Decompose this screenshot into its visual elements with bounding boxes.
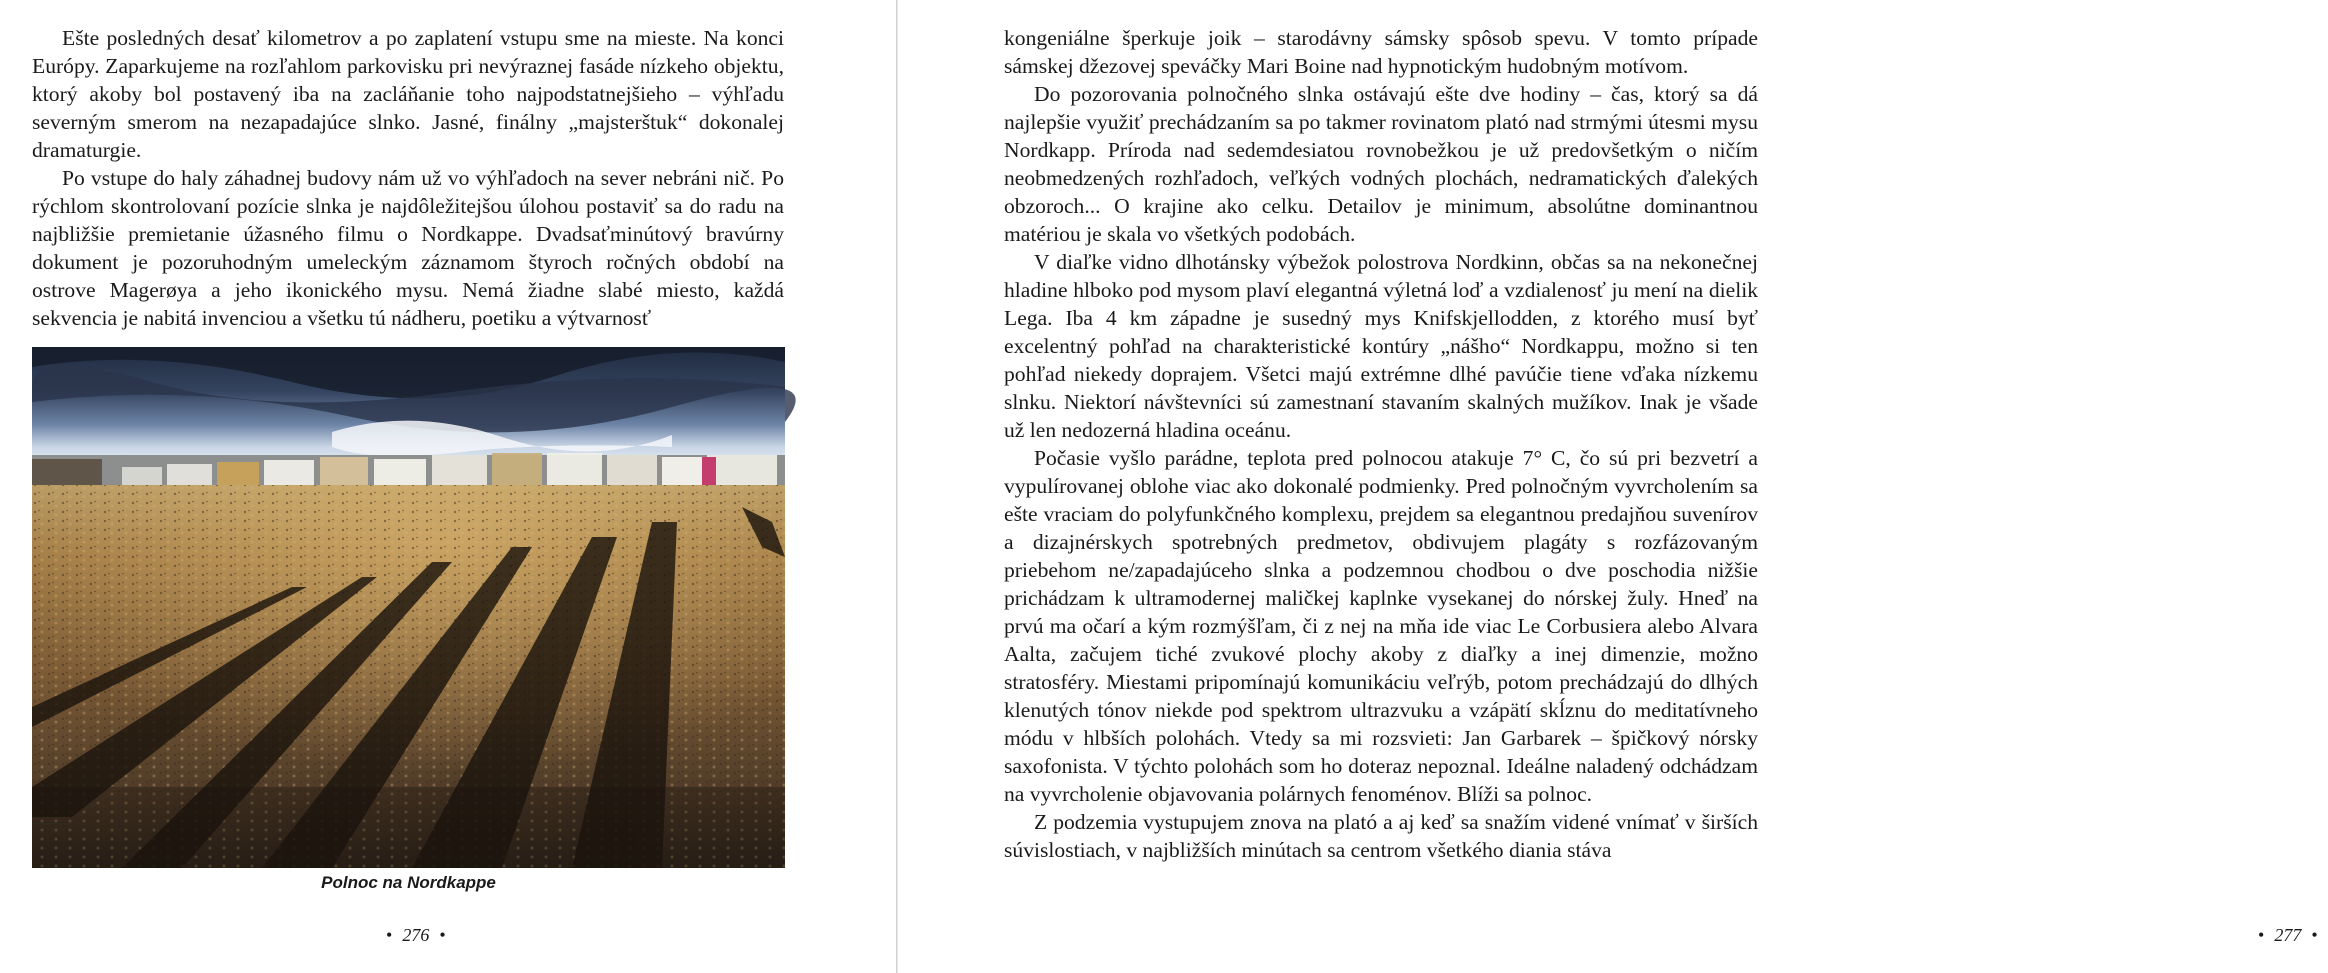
page-number-left-value: 276	[402, 925, 430, 945]
left-paragraph-2: Po vstupe do haly záhadnej budovy nám už vo výhľadoch na sever nebráni nič. Po rýchlom skontrolovaní pozície slnka je najdôležitejšou úlohou postaviť sa do radu na najbližšie premietanie úžasného filmu o Nordkappe. Dvadsaťminútový bravúrny dokument je pozoruhodným umeleckým záznamom štyroch ročných období na ostrove Magerøya a jeho ikonického mysu. Nemá žiadne slabé miesto, každá sekvencia je nabitá invenciou a všetku tú nádheru, poetiku a výtvarnosť	[32, 166, 784, 330]
folio-bullet-left-1: •	[386, 925, 393, 945]
folio-bullet-right-2: •	[2311, 925, 2318, 945]
left-page-body	[32, 24, 784, 332]
photo-figure	[32, 347, 785, 868]
right-page	[900, 0, 2318, 973]
folio-bullet-right-1: •	[2258, 925, 2265, 945]
right-paragraph-1: kongeniálne šperkuje joik – starodávny sámsky spôsob spevu. V tomto prípade sámskej džezovej speváčky Mari Boine nad hypnotickým hudobným motívom.	[1004, 26, 1758, 78]
right-paragraph-2: Do pozorovania polnočného slnka ostávajú ešte dve hodiny – čas, ktorý sa dá najlepšie využiť prechádzaním sa po takmer rovinatom plató nad strmými útesmi mysu Nordkapp. Príroda nad sedemdesiatou rovnobežkou je už predovšetkým o ničím neobmedzených rozhľadoch, veľkých vodných plochách, nedramatických ďalekých obzoroch... O krajine ako celku. Detailov je minimum, absolútne dominantnou matériou je skala vo všetkých podobách.	[1004, 82, 1758, 246]
page-number-right	[2248, 925, 2328, 946]
folio-bullet-left-2: •	[439, 925, 446, 945]
page-number-right-value: 277	[2274, 925, 2302, 945]
right-paragraph-4: Počasie vyšlo parádne, teplota pred polnocou atakuje 7° C, čo sú pri bezvetrí a vypulírovanej oblohe viac ako dokonalé podmienky. Pred polnočným vyvrcholením sa ešte vraciam do polyfunkčného komplexu, prejdem sa elegantnou predajňou suvenírov a dizajnérskych spotrebných predmetov, obdivujem plagáty s rozfázovaným priebehom ne/zapadajúceho slnka a podzemnou chodbou o dve poschodia nižšie prichádzam k ultramodernej maličkej kaplnke vysekanej do nórskej žuly. Hneď na prvú ma očarí a kým rozmýšľam, či z nej na mňa ide viac Le Corbusiera alebo Alvara Aalta, začujem tiché zvukové plochy akoby z diaľky a inej dimenzie, možno stratosféry. Miestami pripomínajú komunikáciu veľrýb, potom prechádzajú do dlhých klenutých tónov niekde pod spektrom ultrazvuku a vzápätí skĺznu do meditatívneho módu v hlbších polohách. Vtedy sa mi rozsvieti: Jan Garbarek – špičkový nórsky saxofonista. V týchto polohách som ho doteraz nepoznal. Ideálne naladený odchádzam na vyvrcholenie objavovania polárnych fenoménov. Blíži sa polnoc.	[1004, 446, 1758, 806]
left-page	[0, 0, 896, 973]
right-paragraph-5: Z podzemia vystupujem znova na plató a aj keď sa snažím videné vnímať v širších súvislostiach, v najbližších minútach sa centrom všetkého diania stáva	[1004, 810, 1758, 862]
book-gutter	[896, 0, 898, 973]
left-paragraph-1: Ešte posledných desať kilometrov a po zaplatení vstupu sme na mieste. Na konci Európy. Zaparkujeme na rozľahlom parkovisku pri nevýraznej fasáde nízkeho objektu, ktorý akoby bol postavený iba na zacláňanie toho najpodstatnejšieho – výhľadu severným smerom na nezapadajúce slnko. Jasné, finálny „majsterštuk“ dokonalej dramaturgie.	[32, 26, 784, 162]
nordkapp-midnight-photo	[32, 347, 785, 868]
left-page-text-column	[32, 24, 784, 332]
right-paragraph-3: V diaľke vidno dlhotánsky výbežok polostrova Nordkinn, občas sa na nekonečnej hladine hlboko pod mysom plaví elegantná výletná loď a vzdialenosť ju mení na dielik Lega. Iba 4 km západne je susedný mys Knifskjellodden, z ktorého musí byť excelentný pohľad na charakteristické kontúry „nášho“ Nordkappu, možno si ten pohľad niekedy doprajem. Všetci majú extrémne dlhé pavúčie tiene vďaka nízkemu slnku. Niektorí návštevníci sú zamestnaní stavaním skalných mužíkov. Inak je všade už len nedozerná hladina oceánu.	[1004, 250, 1758, 442]
page-number-left	[376, 925, 456, 946]
photo-caption: Polnoc na Nordkappe	[321, 873, 496, 892]
right-page-body	[1004, 24, 1758, 864]
